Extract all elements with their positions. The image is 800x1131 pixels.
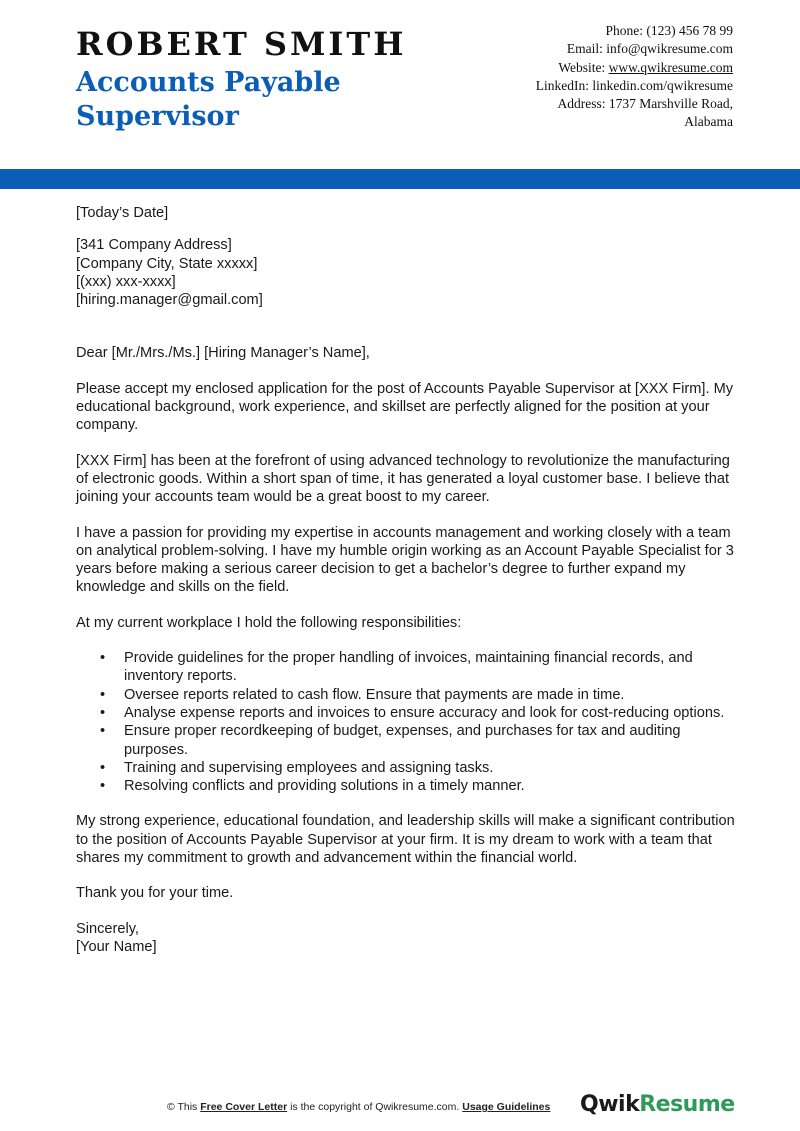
responsibilities-list <box>76 649 736 795</box>
list-item: • Provide guidelines for the proper handling of invoices, maintaining financial records, and inventory reports. <box>100 650 693 685</box>
contact-linkedin: LinkedIn: linkedin.com/qwikresume <box>535 77 733 93</box>
copyright-notice: © This Free Cover Letter is the copyright of Qwikresume.com. Usage Guidelines <box>167 1101 551 1113</box>
cover-letter-body <box>76 204 736 956</box>
bullet-icon: • <box>100 759 106 776</box>
paragraph-company: [XXX Firm] has been at the forefront of using advanced technology to revolutionize the manufacturing of electronic goods. Within a short span of time, it has generated a loyal customer base. I believe that joining your accounts team would be a great boost to my career. <box>76 452 730 506</box>
website-link[interactable]: www.qwikresume.com <box>608 59 733 75</box>
paragraph-closing: My strong experience, educational foundation, and leadership skills will make a significant contribution to the position of Accounts Payable Supervisor at your firm. It is my dream to work with a team that shares my commitment to growth and advancement within the financial world. <box>76 813 735 867</box>
list-item: • Ensure proper recordkeeping of budget, expenses, and purchases for tax and auditing purposes. <box>100 723 681 758</box>
contact-address-line2: Alabama <box>684 114 733 130</box>
recipient-block <box>76 236 736 309</box>
salutation: Dear [Mr./Mrs./Ms.] [Hiring Manager’s Name], <box>76 345 370 362</box>
contact-address-line1: Address: 1737 Marshville Road, <box>557 96 733 112</box>
bullet-icon: • <box>100 686 106 703</box>
recipient-line: [(xxx) xxx-xxxx] <box>76 273 176 290</box>
bullet-icon: • <box>100 778 106 795</box>
free-cover-letter-link[interactable]: Free Cover Letter <box>200 1101 288 1113</box>
page-footer <box>0 1092 800 1118</box>
recipient-line: [hiring.manager@gmail.com] <box>76 292 263 309</box>
website-label: Website: <box>558 59 609 75</box>
bullet-icon: • <box>100 650 106 667</box>
list-item: • Training and supervising employees and assigning tasks. <box>100 759 494 776</box>
qwikresume-logo[interactable]: QwikResume <box>580 1092 735 1117</box>
job-title: Accounts Payable Supervisor <box>76 67 341 132</box>
list-item: • Resolving conflicts and providing solutions in a timely manner. <box>100 778 525 795</box>
list-item: • Oversee reports related to cash flow. Ensure that payments are made in time. <box>100 686 625 703</box>
paragraph-experience: I have a passion for providing my expertise in accounts management and working closely with a team on analytical problem-solving. I have my humble origin working as an Account Payable Specialist for 3 years before making a serious career decision to get a bachelor’s degree to further expand my knowledge and skills on the field. <box>76 524 734 596</box>
paragraph-responsibilities-intro: At my current workplace I hold the following responsibilities: <box>76 614 462 631</box>
header-divider-band <box>0 169 800 189</box>
signoff: Sincerely, <box>76 920 139 937</box>
thanks-line: Thank you for your time. <box>76 885 234 902</box>
contact-email: Email: info@qwikresume.com <box>566 41 733 57</box>
contact-block <box>433 22 733 132</box>
contact-website <box>433 59 733 77</box>
signature-name: [Your Name] <box>76 938 157 955</box>
bullet-icon: • <box>100 704 106 721</box>
contact-phone: Phone: (123) 456 78 99 <box>605 23 733 38</box>
letter-date: [Today’s Date] <box>76 205 169 221</box>
recipient-line: [341 Company Address] <box>76 237 232 254</box>
resume-header <box>0 0 800 170</box>
recipient-line: [Company City, State xxxxx] <box>76 255 258 272</box>
bullet-icon: • <box>100 723 106 740</box>
paragraph-intro: Please accept my enclosed application for the post of Accounts Payable Supervisor at [XXX Firm]. My educational background, work experience, and skillset are perfectly aligned for the position at your company. <box>76 380 734 434</box>
list-item: • Analyse expense reports and invoices to ensure accuracy and look for cost-reducing options. <box>100 704 725 721</box>
usage-guidelines-link[interactable]: Usage Guidelines <box>462 1101 551 1113</box>
candidate-name: ROBERT SMITH <box>76 25 407 63</box>
